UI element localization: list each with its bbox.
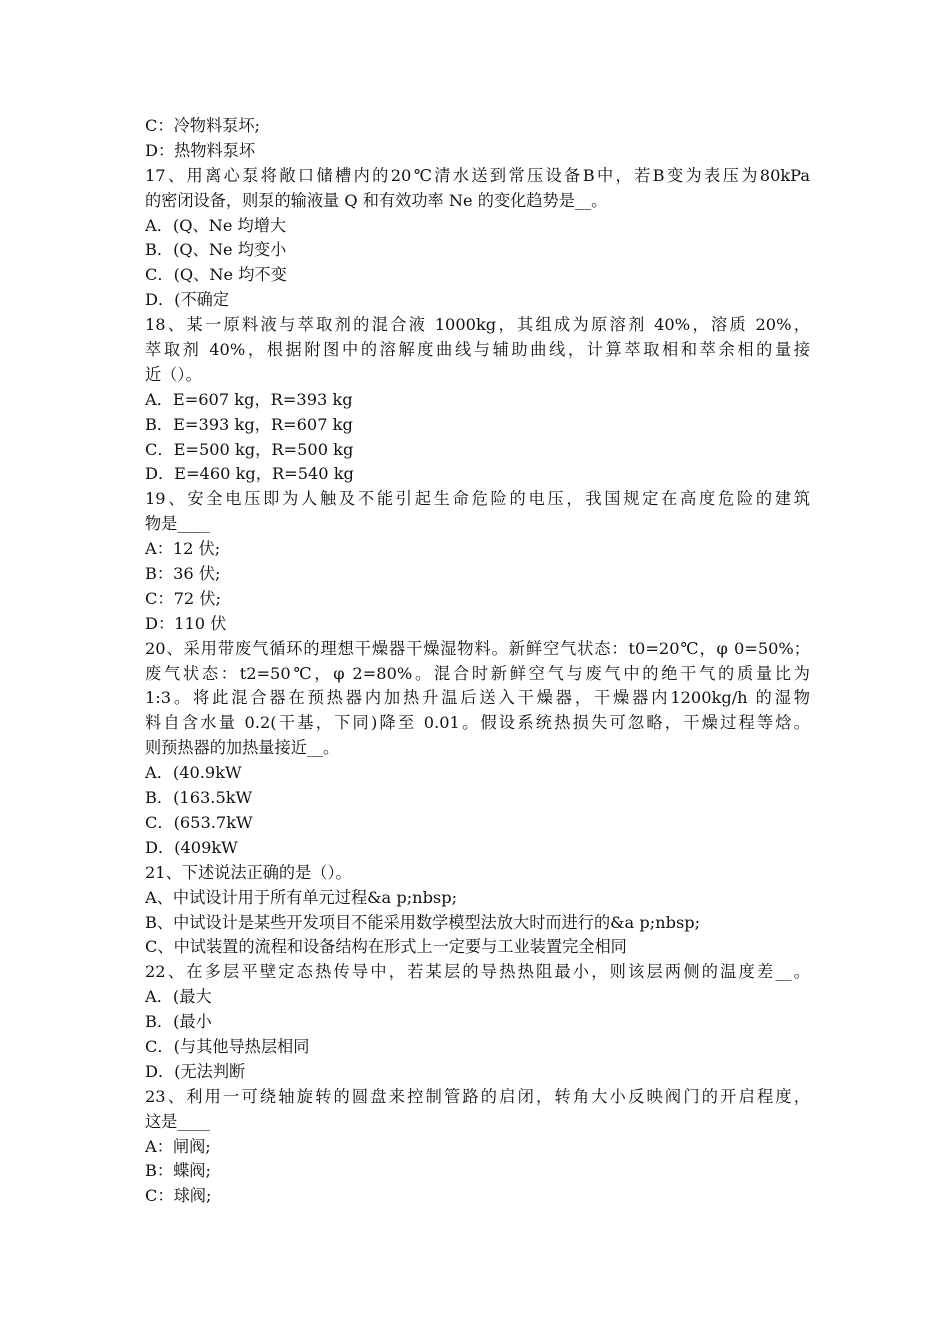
- text-line: C．(653.7kW: [145, 812, 253, 832]
- text-line: C：球阀;: [145, 1186, 212, 1206]
- text-line: B：36 伏;: [145, 564, 221, 584]
- text-line: D：热物料泵坏: [145, 140, 256, 160]
- text-line: A．(最大: [145, 987, 212, 1007]
- text-line: 这是____: [145, 1111, 210, 1131]
- text-line: 物是____: [145, 514, 210, 534]
- text-line: 20、采用带废气循环的理想干燥器干燥湿物料。新鲜空气状态：t0=20℃，φ 0=50%；: [145, 638, 810, 658]
- text-line: D．(无法判断: [145, 1061, 246, 1081]
- text-line: D．(不确定: [145, 290, 230, 310]
- text-line: B、中试设计是某些开发项目不能采用数学模型法放大时而进行的&a p;nbsp;: [145, 912, 701, 932]
- text-line: C：冷物料泵坏;: [145, 116, 260, 135]
- text-line: 21、下述说法正确的是（）。: [145, 862, 352, 882]
- text-line: 则预热器的加热量接近__。: [145, 738, 340, 758]
- text-line: A．(Q、Ne 均增大: [145, 215, 287, 235]
- text-line: B．(Q、Ne 均变小: [145, 240, 287, 260]
- text-line: B：蝶阀;: [145, 1161, 211, 1181]
- text-line: A：12 伏;: [145, 539, 221, 559]
- text-line: 近（）。: [145, 364, 202, 384]
- text-line: C．(Q、Ne 均不变: [145, 265, 287, 285]
- text-line: B．(163.5kW: [145, 788, 253, 808]
- text-line: A．(40.9kW: [145, 763, 242, 783]
- text-line: 废气状态：t2=50℃，φ 2=80%。混合时新鲜空气与废气中的绝干气的质量比为: [145, 663, 810, 683]
- text-line: 18、某一原料液与萃取剂的混合液 1000kg，其组成为原溶剂 40%，溶质 20%，: [145, 315, 810, 335]
- text-line: A、中试设计用于所有单元过程&a p;nbsp;: [145, 887, 458, 907]
- text-line: A：闸阀;: [145, 1136, 211, 1156]
- text-line: 料自含水量 0.2(干基，下同)降至 0.01。假设系统热损失可忽略，干燥过程等焓。: [145, 713, 810, 733]
- text-line: D：110 伏: [145, 613, 227, 633]
- text-line: C：72 伏;: [145, 588, 221, 608]
- text-line: 1:3。将此混合器在预热器内加热升温后送入干燥器，干燥器内1200kg/h 的湿物: [145, 688, 810, 708]
- text-line: 19、安全电压即为人触及不能引起生命危险的电压，我国规定在高度危险的建筑: [145, 489, 810, 509]
- text-line: C．E=500 kg，R=500 kg: [145, 439, 354, 459]
- document-page: [145, 114, 810, 1209]
- text-line: C．(与其他导热层相同: [145, 1036, 310, 1056]
- text-line: B．(最小: [145, 1012, 212, 1032]
- text-line: D．E=460 kg，R=540 kg: [145, 464, 354, 484]
- text-line: 22、在多层平壁定态热传导中，若某层的导热热阻最小，则该层两侧的温度差__。: [145, 962, 810, 982]
- text-line: C、中试装置的流程和设备结构在形式上一定要与工业装置完全相同: [145, 937, 627, 957]
- text-line: 23、利用一可绕轴旋转的圆盘来控制管路的启闭，转角大小反映阀门的开启程度，: [145, 1086, 810, 1106]
- text-line: D．(409kW: [145, 837, 238, 857]
- text-line: 的密闭设备，则泵的输液量 Q 和有效功率 Ne 的变化趋势是__。: [145, 190, 608, 210]
- text-line: A．E=607 kg，R=393 kg: [145, 389, 353, 409]
- text-line: B．E=393 kg，R=607 kg: [145, 414, 353, 434]
- text-line: 萃取剂 40%，根据附图中的溶解度曲线与辅助曲线，计算萃取相和萃余相的量接: [145, 340, 810, 360]
- text-line: 17、用离心泵将敞口储槽内的20℃清水送到常压设备B中，若B变为表压为80kPa: [145, 165, 810, 185]
